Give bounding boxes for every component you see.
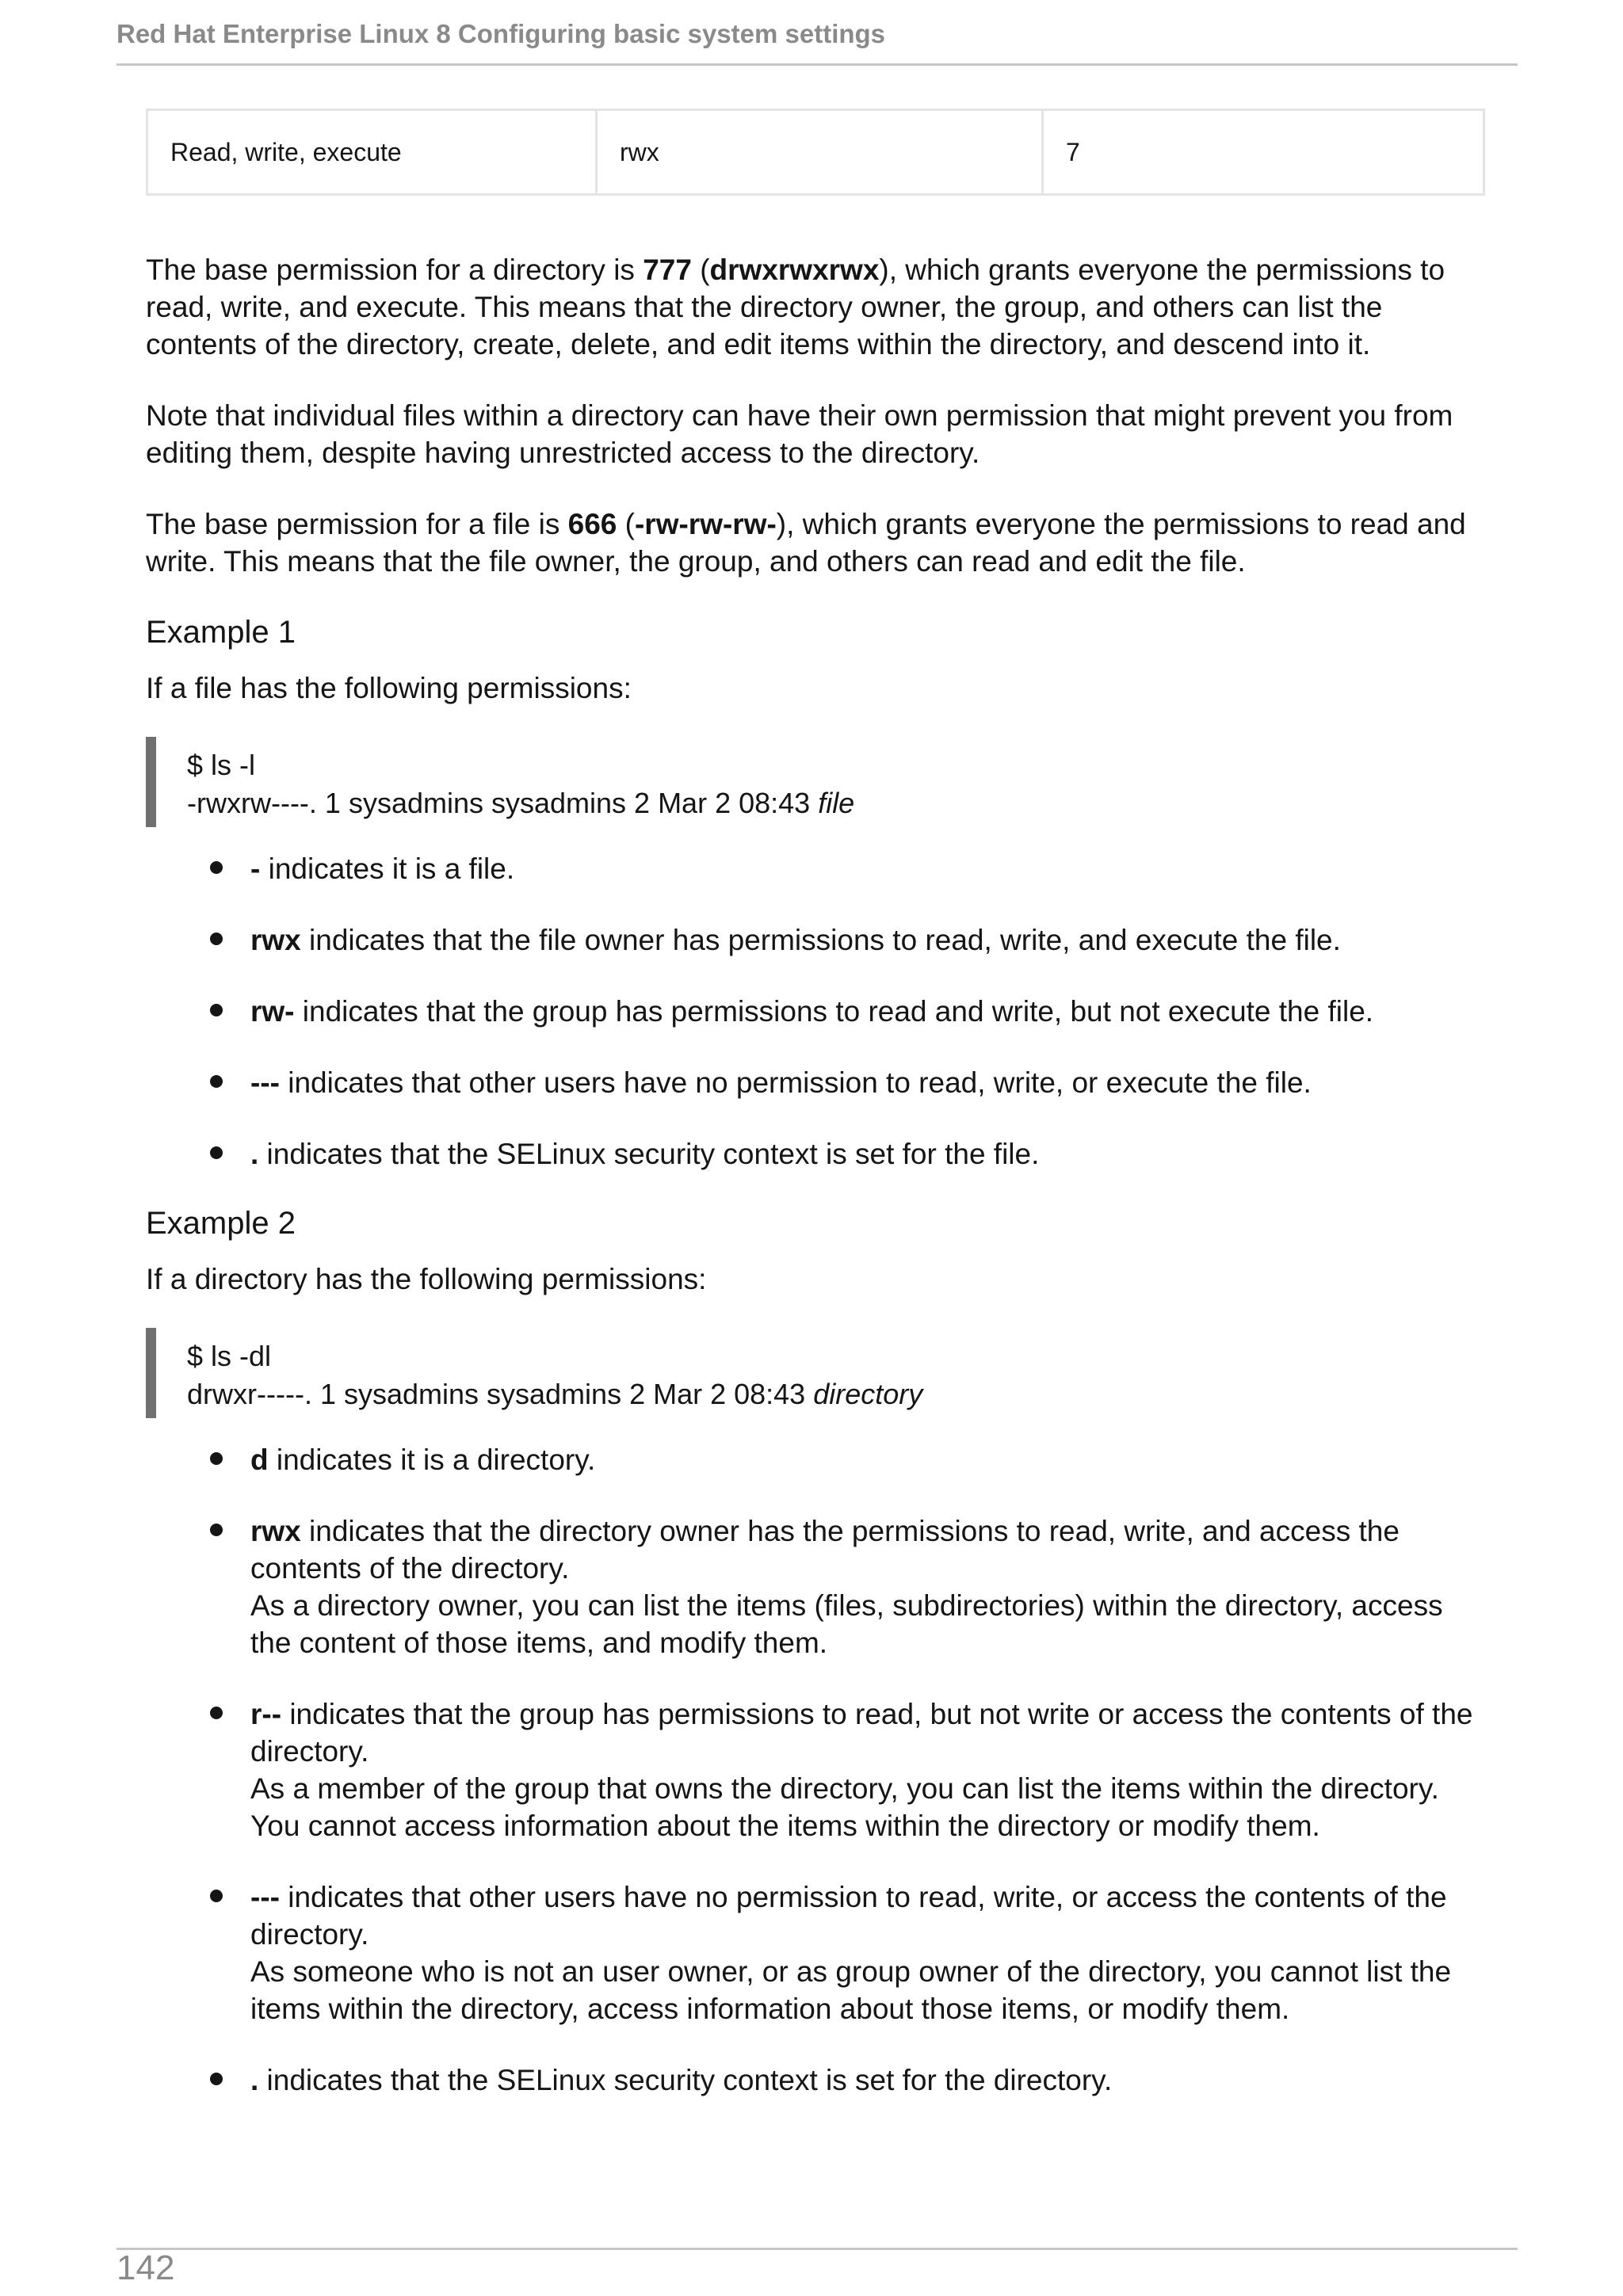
item-subtext: As a member of the group that owns the directory, you can list the items within the directory. You cannot access information about the items within the directory or modify them. xyxy=(250,1772,1439,1842)
bullet-icon xyxy=(210,1890,223,1902)
term: rw- xyxy=(250,995,295,1028)
list-item xyxy=(146,1135,1485,1173)
paragraph-directory-base-permission xyxy=(146,251,1485,363)
term: . xyxy=(250,1138,259,1170)
code-italic: directory xyxy=(813,1378,923,1410)
term: d xyxy=(250,1444,269,1476)
code-text: -rwxrw----. 1 sysadmins sysadmins 2 Mar 2 08:43 xyxy=(187,787,819,819)
list-item xyxy=(146,1064,1485,1101)
term: r-- xyxy=(250,1698,282,1730)
table-cell-octal: 7 xyxy=(1043,110,1484,195)
code-text: drwxr-----. 1 sysadmins sysadmins 2 Mar 2 08:43 xyxy=(187,1378,814,1410)
bullet-icon xyxy=(210,1452,223,1465)
code-line: $ ls -dl xyxy=(187,1340,272,1372)
item-text: indicates that the file owner has permissions to read, write, and execute the file. xyxy=(300,924,1341,956)
list-item xyxy=(146,1878,1485,2027)
code-italic: file xyxy=(818,787,855,819)
page-header xyxy=(116,14,1518,66)
bullet-icon xyxy=(210,1075,223,1088)
bullet-icon xyxy=(210,1004,223,1016)
bold-text: 666 xyxy=(567,508,617,540)
code-line xyxy=(187,784,1485,822)
example2-bullet-list xyxy=(146,1441,1485,2099)
bullet-icon xyxy=(210,861,223,874)
text: ( xyxy=(691,254,710,286)
text: ( xyxy=(617,508,635,540)
item-text: indicates that the SELinux security context is set for the file. xyxy=(258,1138,1040,1170)
page-number: 142 xyxy=(116,2248,175,2287)
item-text: indicates that other users have no permission to read, write, or access the contents of the directory. xyxy=(250,1881,1447,1951)
page-content xyxy=(146,109,1485,2099)
text: ), which grants everyone the permissions to read and write. This means that the file owner, the group, and others can read and edit the file. xyxy=(146,508,1466,578)
bold-text: -rw-rw-rw- xyxy=(634,508,777,540)
term: --- xyxy=(250,1881,280,1913)
permissions-table xyxy=(146,109,1485,196)
document-title: Red Hat Enterprise Linux 8 Configuring basic system settings xyxy=(116,19,886,48)
term: rwx xyxy=(250,1515,301,1547)
item-text: indicates that the group has permissions to read and write, but not execute the file. xyxy=(294,995,1374,1028)
bullet-icon xyxy=(210,1707,223,1719)
paragraph-note: Note that individual files within a directory can have their own permission that might prevent you from editing them, despite having unrestricted access to the directory. xyxy=(146,399,1453,469)
item-text: indicates it is a file. xyxy=(260,852,515,885)
text: The base permission for a file is xyxy=(146,508,568,540)
list-item xyxy=(146,921,1485,959)
text: The base permission for a directory is xyxy=(146,254,643,286)
table-cell-symbolic: rwx xyxy=(597,110,1043,195)
term: . xyxy=(250,2064,259,2096)
table-row xyxy=(147,110,1484,195)
bullet-icon xyxy=(210,933,223,945)
list-item xyxy=(146,1512,1485,1661)
example2-code-block xyxy=(146,1328,1485,1418)
bullet-icon xyxy=(210,2073,223,2085)
example1-heading: Example 1 xyxy=(146,615,296,650)
term: --- xyxy=(250,1066,280,1099)
item-text: indicates that the SELinux security context is set for the directory. xyxy=(258,2064,1113,2096)
list-item xyxy=(146,2061,1485,2099)
text: ), which grants everyone the permissions to read, write, and execute. This means that the directory owner, the group, and others can list the contents of the directory, create, delete, and edit items within the directory, and descend into it. xyxy=(146,254,1445,360)
example1-code-block xyxy=(146,737,1485,827)
term: rwx xyxy=(250,924,301,956)
item-text: indicates that other users have no permission to read, write, or execute the file. xyxy=(279,1066,1312,1099)
item-text: indicates that the group has permissions to read, but not write or access the contents of the directory. xyxy=(250,1698,1473,1768)
code-line xyxy=(187,1375,1485,1413)
item-text: indicates it is a directory. xyxy=(268,1444,596,1476)
bullet-icon xyxy=(210,1146,223,1159)
item-subtext: As someone who is not an user owner, or as group owner of the directory, you cannot list the items within the directory, access information about those items, or modify them. xyxy=(250,1955,1452,2025)
term: - xyxy=(250,852,261,885)
bullet-icon xyxy=(210,1524,223,1536)
paragraph-file-base-permission xyxy=(146,505,1485,580)
code-line: $ ls -l xyxy=(187,749,256,781)
bold-text: drwxrwxrwx xyxy=(709,254,880,286)
example1-bullet-list xyxy=(146,850,1485,1173)
table-cell-permission: Read, write, execute xyxy=(147,110,597,195)
example2-intro: If a directory has the following permissions: xyxy=(146,1263,707,1295)
page-footer-rule xyxy=(116,2248,1518,2250)
bold-text: 777 xyxy=(643,254,692,286)
example2-heading: Example 2 xyxy=(146,1206,296,1241)
item-subtext: As a directory owner, you can list the items (files, subdirectories) within the directory, access the content of those items, and modify them. xyxy=(250,1589,1443,1659)
example1-intro: If a file has the following permissions: xyxy=(146,672,632,704)
list-item xyxy=(146,1695,1485,1844)
list-item xyxy=(146,993,1485,1030)
item-text: indicates that the directory owner has the permissions to read, write, and access the contents of the directory. xyxy=(250,1515,1400,1585)
list-item xyxy=(146,850,1485,887)
list-item xyxy=(146,1441,1485,1478)
